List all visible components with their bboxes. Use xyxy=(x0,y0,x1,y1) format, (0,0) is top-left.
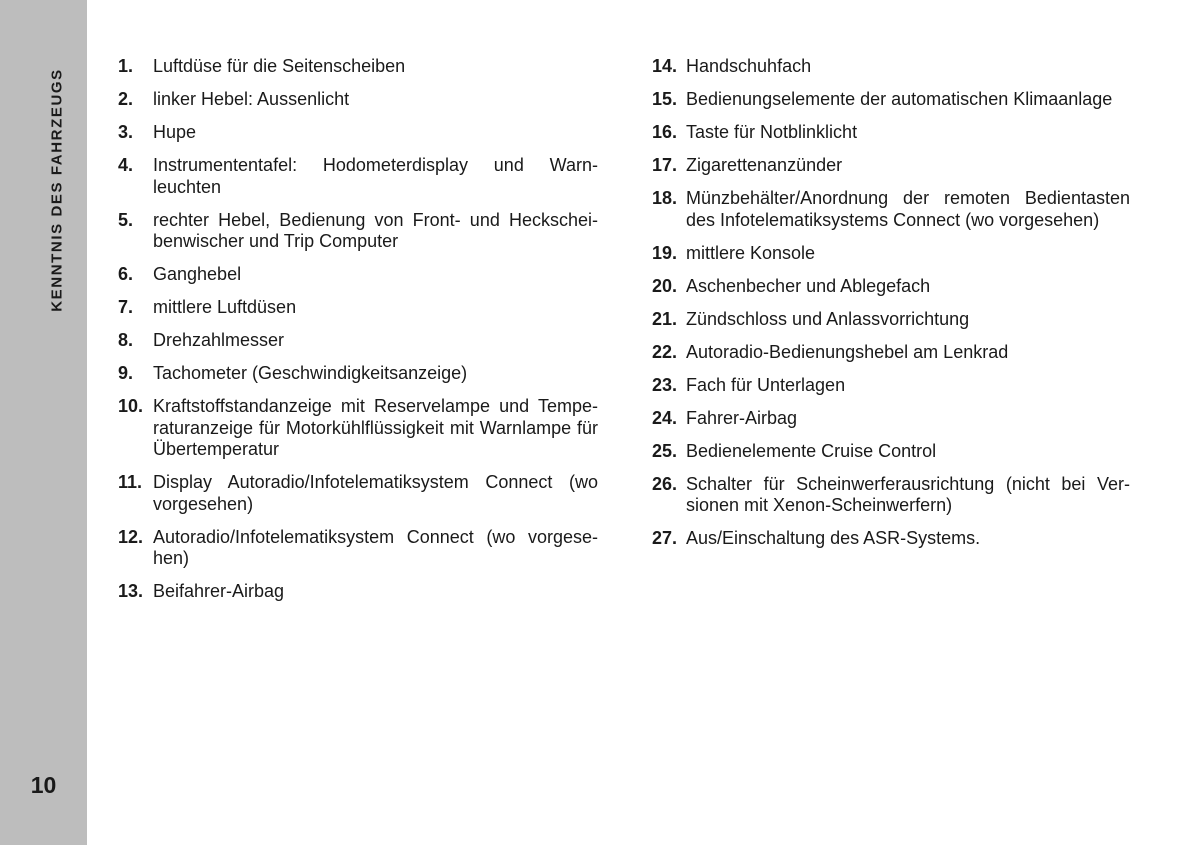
item-text: rechter Hebel, Bedienung von Front- und Heckschei-benwischer und Trip Computer xyxy=(153,209,598,251)
list-item xyxy=(118,210,598,253)
item-number: 19. xyxy=(652,242,678,263)
list-item xyxy=(652,155,1130,177)
item-number: 1. xyxy=(118,56,134,76)
item-text: Zündschloss und Anlassvorrichtung xyxy=(686,308,970,329)
item-number: 4. xyxy=(118,155,134,175)
item-number: 11. xyxy=(118,472,143,492)
item-number: 7. xyxy=(118,297,134,317)
item-text: Beifahrer-Airbag xyxy=(153,581,285,601)
list-item xyxy=(118,56,598,78)
page-number: 10 xyxy=(30,772,57,798)
sidebar xyxy=(0,0,87,845)
list-item xyxy=(652,474,1130,517)
section-title: KENNTNIS DES FAHRZEUGS xyxy=(48,68,66,312)
item-number: 21. xyxy=(652,308,678,329)
item-number: 12. xyxy=(118,526,144,547)
list-item xyxy=(118,155,598,198)
item-text: Bedienungselemente der automatischen Klimaanlage xyxy=(686,89,1113,109)
item-text: Bedienelemente Cruise Control xyxy=(686,440,937,461)
item-text: Ganghebel xyxy=(153,264,242,284)
item-number: 23. xyxy=(652,374,678,395)
list-item xyxy=(652,188,1130,231)
item-number: 25. xyxy=(652,440,678,461)
item-text: Autoradio-Bedienungshebel am Lenkrad xyxy=(686,341,1009,362)
list-item xyxy=(118,264,598,286)
item-number: 8. xyxy=(118,330,134,350)
item-text: Münzbehälter/Anordnung der remoten Bedientasten des Infotelematiksystems Connect (wo vorgesehen) xyxy=(686,188,1130,230)
legend-list-right xyxy=(652,56,1130,561)
list-item xyxy=(118,89,598,111)
item-text: Kraftstoffstandanzeige mit Reservelampe und Tempe-raturanzeige für Motorkühlflüssigkeit mit Warnlampe für Übertemperatur xyxy=(153,396,598,459)
list-item xyxy=(652,309,1130,331)
list-item xyxy=(652,342,1130,364)
list-item xyxy=(652,528,1130,550)
item-text: linker Hebel: Aussenlicht xyxy=(153,89,350,109)
item-number: 9. xyxy=(118,363,134,383)
list-item xyxy=(652,89,1130,111)
item-text: Display Autoradio/Infotelematiksystem Connect (wo vorgesehen) xyxy=(153,472,598,514)
item-number: 14. xyxy=(652,56,678,76)
list-item xyxy=(118,396,598,461)
item-number: 16. xyxy=(652,122,678,142)
list-item xyxy=(118,527,598,570)
item-text: Fahrer-Airbag xyxy=(686,407,798,428)
list-item xyxy=(118,363,598,385)
item-text: Fach für Unterlagen xyxy=(686,374,846,395)
item-number: 6. xyxy=(118,264,134,284)
item-number: 17. xyxy=(652,155,678,175)
list-item xyxy=(652,441,1130,463)
item-number: 20. xyxy=(652,275,678,296)
item-text: Aus/Einschaltung des ASR-Systems. xyxy=(686,528,981,548)
item-number: 10. xyxy=(118,396,144,416)
item-text: Tachometer (Geschwindigkeitsanzeige) xyxy=(153,363,468,383)
item-text: Taste für Notblinklicht xyxy=(686,122,858,142)
item-text: Handschuhfach xyxy=(686,56,812,76)
item-number: 3. xyxy=(118,122,134,142)
item-number: 13. xyxy=(118,581,144,601)
item-number: 27. xyxy=(652,528,678,548)
list-item xyxy=(118,472,598,515)
list-item xyxy=(118,330,598,352)
item-text: mittlere Konsole xyxy=(686,242,816,263)
legend-list-left xyxy=(118,56,598,614)
item-text: Aschenbecher und Ablegefach xyxy=(686,275,931,296)
item-text: Hupe xyxy=(153,122,197,142)
item-number: 24. xyxy=(652,407,678,428)
item-text: Luftdüse für die Seitenscheiben xyxy=(153,56,406,76)
item-text: mittlere Luftdüsen xyxy=(153,297,297,317)
list-item xyxy=(118,122,598,144)
item-number: 18. xyxy=(652,188,678,208)
list-item xyxy=(652,56,1130,78)
list-item xyxy=(652,276,1130,298)
item-text: Instrumententafel: Hodometerdisplay und Warn-leuchten xyxy=(153,155,598,197)
list-item xyxy=(652,122,1130,144)
item-text: Drehzahlmesser xyxy=(153,330,285,350)
item-text: Schalter für Scheinwerferausrichtung (nicht bei Ver-sionen mit Xenon-Scheinwerfern) xyxy=(686,473,1130,515)
list-item xyxy=(652,243,1130,265)
item-number: 15. xyxy=(652,89,678,109)
item-number: 5. xyxy=(118,209,134,230)
item-text: Autoradio/Infotelematiksystem Connect (wo vorgese-hen) xyxy=(153,526,598,568)
item-number: 2. xyxy=(118,89,134,109)
list-item xyxy=(652,408,1130,430)
item-text: Zigarettenanzünder xyxy=(686,155,843,175)
item-number: 26. xyxy=(652,473,678,494)
item-number: 22. xyxy=(652,341,678,362)
list-item xyxy=(118,297,598,319)
list-item xyxy=(652,375,1130,397)
list-item xyxy=(118,581,598,603)
